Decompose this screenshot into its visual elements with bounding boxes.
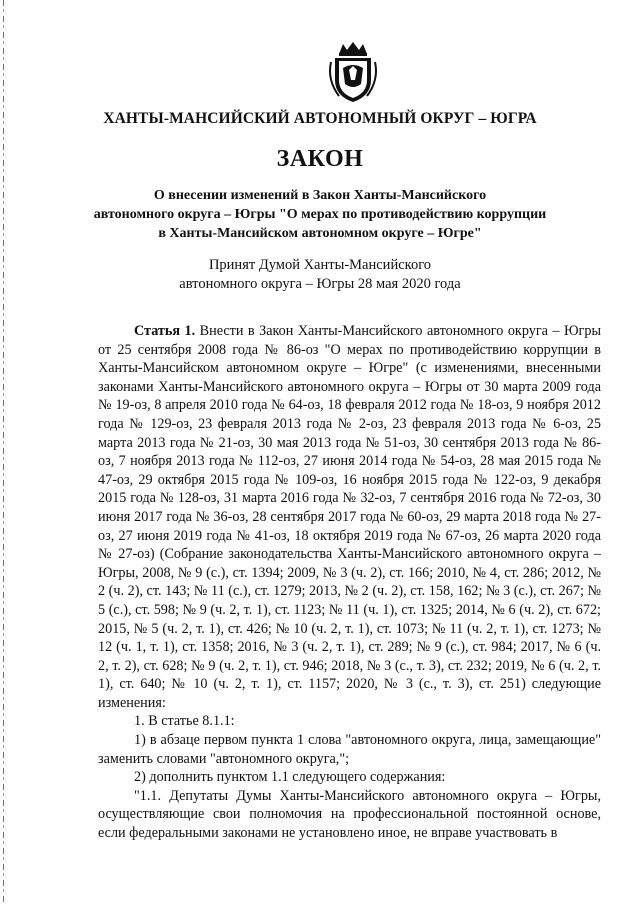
- article-label: Статья 1.: [134, 323, 196, 339]
- adoption-note: [0, 256, 640, 294]
- law-title-line: в Ханты-Мансийском автономном округе – Югре": [158, 226, 482, 241]
- coat-of-arms-icon: [325, 40, 381, 104]
- law-title-line: О внесении изменений в Закон Ханты-Мансийского: [153, 188, 487, 203]
- article-text: Внести в Закон Ханты-Мансийского автономного округа – Югры от 25 сентября 2008 года № 86-оз "О мерах по противодействию коррупции в Ханты-Мансийском автономном округе – Югре" (с изменениями, внесенными законами Ханты-Мансийского автономного округа – Югры от 30 марта 2009 года № 19-оз, 8 апреля 2010 года № 64-оз, 18 февраля 2012 года № 18-оз, 9 ноября 2012 года № 129-оз, 23 февраля 2013 года № 2-оз, 23 февраля 2013 года № 6-оз, 25 марта 2013 года № 21-оз, 30 мая 2013 года № 51-оз, 30 сентября 2013 года № 86-оз, 7 ноября 2013 года № 112-оз, 27 июня 2014 года № 54-оз, 28 мая 2015 года № 47-оз, 29 октября 2015 года № 109-оз, 16 ноября 2015 года № 122-оз, 9 декабря 2015 года № 128-оз, 31 марта 2016 года № 32-оз, 7 сентября 2016 года № 72-оз, 30 июня 2017 года № 36-оз, 28 сентября 2017 года № 60-оз, 29 марта 2018 года № 27-оз, 27 июня 2019 года № 41-оз, 18 октября 2019 года № 67-оз, 26 марта 2020 года № 27-оз) (Собрание законодательства Ханты-Мансийского автономного округа – Югры, 2008, № 9 (с.), ст. 1394; 2009, № 3 (ч. 2), ст. 166; 2010, № 4, ст. 286; 2012, № 2 (ч. 2), ст. 143; № 11 (с.), ст. 1279; 2013, № 2 (ч. 2), ст. 158, 162; № 3 (с.), ст. 267; № 5 (с.), ст. 598; № 9 (ч. 2, т. 1), ст. 1123; № 11 (ч. 1), ст. 1325; 2014, № 6 (ч. 2), ст. 672; 2015, № 5 (ч. 2, т. 1), ст. 426; № 10 (ч. 2, т. 1), ст. 1073; № 11 (ч. 2, т. 1), ст. 1273; № 12 (ч. 1, т. 1), ст. 1358; 2016, № 3 (ч. 2, т. 1), ст. 289; № 9 (с.), ст. 984; 2017, № 6 (ч. 2, т. 2), ст. 628; № 9 (ч. 2, т. 1), ст. 946; 2018, № 3 (с., т. 3), ст. 232; 2019, № 6 (ч. 2, т. 1), ст. 640; № 10 (ч. 2, т. 1), ст. 1157; 2020, № 3 (с., т. 3), ст. 251) следующие изменения:: [98, 323, 601, 711]
- law-title: [0, 186, 640, 243]
- adoption-line: Принят Думой Ханты-Мансийского: [208, 257, 432, 273]
- region-heading: ХАНТЫ-МАНСИЙСКИЙ АВТОНОМНЫЙ ОКРУГ – ЮГРА: [103, 110, 537, 127]
- law-body: [98, 322, 601, 843]
- item-1-2: 2) дополнить пунктом 1.1 следующего содержания:: [134, 769, 446, 786]
- law-title-line: автономного округа – Югры "О мерах по противодействию коррупции: [93, 207, 547, 222]
- item-1-1: 1) в абзаце первом пункта 1 слова "автономного округа, лица, замещающие" заменить словами "автономного округа,";: [98, 732, 601, 767]
- item-1-2-text: "1.1. Депутаты Думы Ханты-Мансийского автономного округа – Югры, осуществляющие свои полномочия на профессиональной постоянной основе, если федеральными законами не установлено иное, не вправе участвовать в: [98, 787, 601, 842]
- adoption-line: автономного округа – Югры 28 мая 2020 года: [179, 276, 461, 292]
- document-type: ЗАКОН: [276, 146, 364, 172]
- item-1: 1. В статье 8.1.1:: [134, 713, 235, 730]
- article-1: [98, 322, 601, 712]
- scan-edge: [3, 0, 4, 905]
